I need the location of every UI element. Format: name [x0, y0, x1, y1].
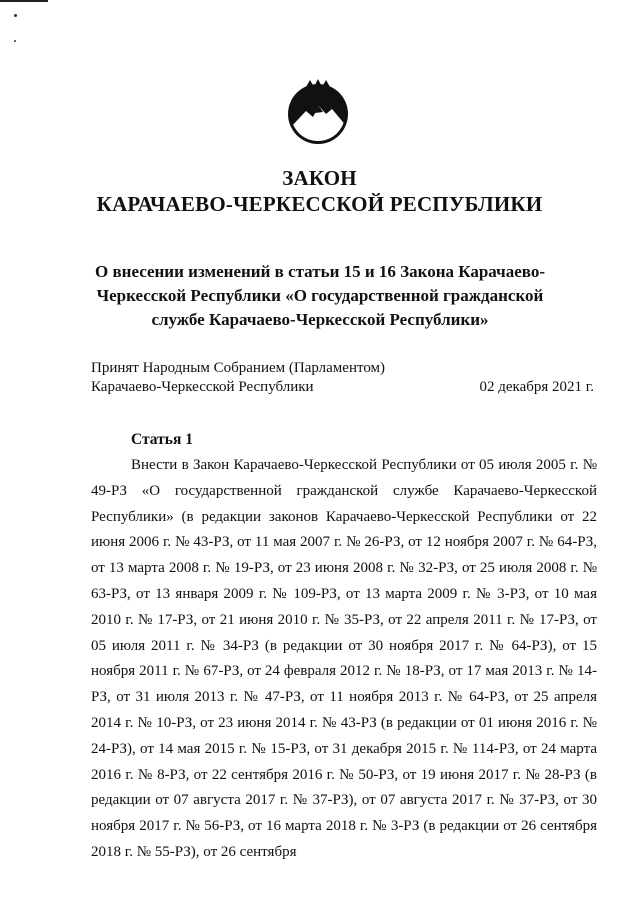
mountain-emblem-icon	[286, 78, 350, 148]
scan-mark	[0, 0, 48, 2]
adoption-republic: Карачаево-Черкесской Республики	[91, 379, 314, 395]
adoption-authority: Принят Народным Собранием (Парламентом)	[91, 360, 386, 376]
article-heading: Статья 1	[131, 431, 193, 448]
law-subject-line-1: О внесении изменений в статьи 15 и 16 Закона Карачаево-	[95, 262, 545, 281]
scan-speck	[14, 40, 16, 42]
law-subject-line-3: службе Карачаево-Черкесской Республики»	[151, 310, 489, 329]
article-body: Внести в Закон Карачаево-Черкесской Республики от 05 июля 2005 г. № 49-РЗ «О государственной гражданской службе Карачаево-Черкесской Республики» (в редакции законов Карачаево-Черкесской Республики от 22 июня 2006 г. № 43-РЗ, от 11 мая 2007 г. № 26-РЗ, от 12 ноября 2007 г. № 64-РЗ, от 13 марта 2008 г. № 19-РЗ, от 23 июня 2008 г. № 32-РЗ, от 25 июля 2008 г. № 63-РЗ, от 13 января 2009 г. № 109-РЗ, от 13 марта 2009 г. № 3-РЗ, от 10 мая 2010 г. № 17-РЗ, от 21 июня 2010 г. № 35-РЗ, от 22 апреля 2011 г. № 17-РЗ, от 05 июля 2011 г. № 34-РЗ (в редакции от 30 ноября 2017 г. № 64-РЗ), от 15 ноября 2011 г. № 67-РЗ, от 24 февраля 2012 г. № 18-РЗ, от 17 мая 2013 г. № 14-РЗ, от 31 июля 2013 г. № 47-РЗ, от 11 ноября 2013 г. № 64-РЗ, от 25 апреля 2014 г. № 10-РЗ, от 23 июня 2014 г. № 43-РЗ (в редакции от 01 июня 2016 г. № 24-РЗ), от 14 мая 2015 г. № 15-РЗ, от 31 декабря 2015 г. № 114-РЗ, от 24 марта 2016 г. № 8-РЗ, от 22 сентября 2016 г. № 50-РЗ, от 19 июня 2017 г. № 28-РЗ (в редакции от 07 августа 2017 г. № 37-РЗ), от 07 августа 2017 г. № 37-РЗ, от 30 ноября 2017 г. № 56-РЗ, от 16 марта 2018 г. № 3-РЗ (в редакции от 26 сентября 2018 г. № 55-РЗ), от 26 сентября	[91, 457, 597, 860]
law-subject-line-2: Черкесской Республики «О государственной гражданской	[96, 286, 544, 305]
scan-speck	[14, 14, 17, 17]
document-title: ЗАКОН	[282, 166, 357, 190]
adoption-date: 02 декабря 2021 г.	[479, 379, 594, 395]
document-title-republic: КАРАЧАЕВО-ЧЕРКЕССКОЙ РЕСПУБЛИКИ	[96, 192, 543, 216]
